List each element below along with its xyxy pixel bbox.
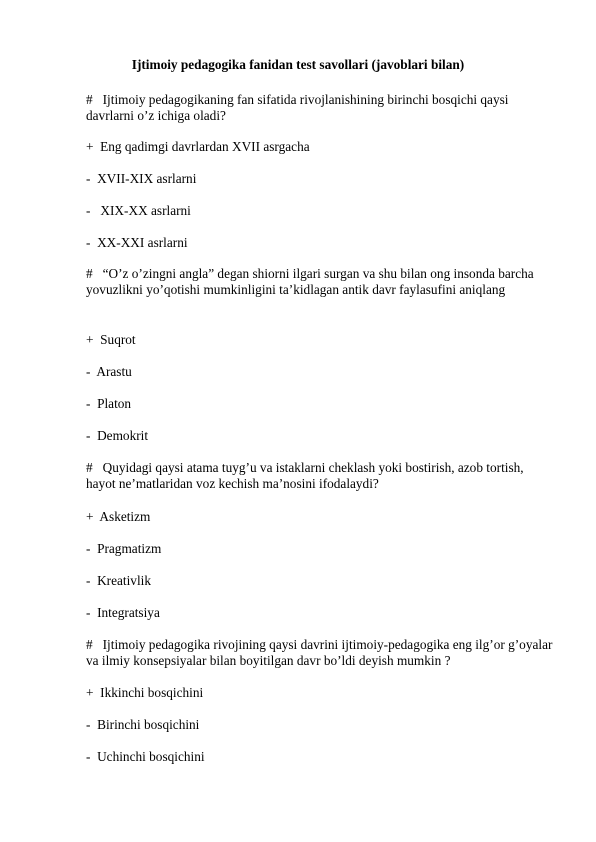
question-3-option-4: - Integratsiya [86, 605, 160, 620]
question-1-text: # Ijtimoiy pedagogikaning fan sifatida rivojlanishining birinchi bosqichi qaysi davrlarni o’z ichiga oladi? [86, 92, 512, 123]
question-1-option-4: - XX-XXI asrlarni [86, 235, 188, 250]
question-3-option-2: - Pragmatizm [86, 541, 162, 556]
page-title: Ijtimoiy pedagogika fanidan test savollari (javoblari bilan) [131, 57, 465, 72]
question-4-option-3: - Uchinchi bosqichini [86, 749, 205, 764]
question-3-option-1: + Asketizm [86, 509, 151, 524]
question-1-option-3: - XIX-XX asrlarni [86, 203, 191, 218]
question-2-option-4: - Demokrit [86, 428, 149, 443]
question-4-option-1: + Ikkinchi bosqichini [86, 685, 204, 700]
question-4-option-2: - Birinchi bosqichini [86, 717, 200, 732]
question-2-option-3: - Platon [86, 396, 132, 411]
question-2-option-2: - Arastu [86, 364, 132, 379]
question-3-option-3: - Kreativlik [86, 573, 151, 588]
question-2-text: # “O’z o’zingni angla” degan shiorni ilgari surgan va shu bilan ong insonda barcha yovuzlikni yo’qotishi mumkinligini ta’kidlagan antik davr faylasufini aniqlang [86, 266, 537, 297]
question-4-text: # Ijtimoiy pedagogika rivojining qaysi davrini ijtimoiy-pedagogika eng ilg’or g’oyalar va ilmiy konsepsiyalar bilan boyitilgan davr bo’ldi deyish mumkin ? [86, 637, 556, 668]
question-1-option-1: + Eng qadimgi davrlardan XVII asrgacha [86, 139, 310, 154]
question-2-option-1: + Suqrot [86, 332, 136, 347]
question-3-text: # Quyidagi qaysi atama tuyg’u va istaklarni cheklash yoki bostirish, azob tortish, hayot ne’matlaridan voz kechish ma’nosini ifodalaydi? [86, 460, 527, 491]
question-1-option-2: - XVII-XIX asrlarni [86, 171, 197, 186]
